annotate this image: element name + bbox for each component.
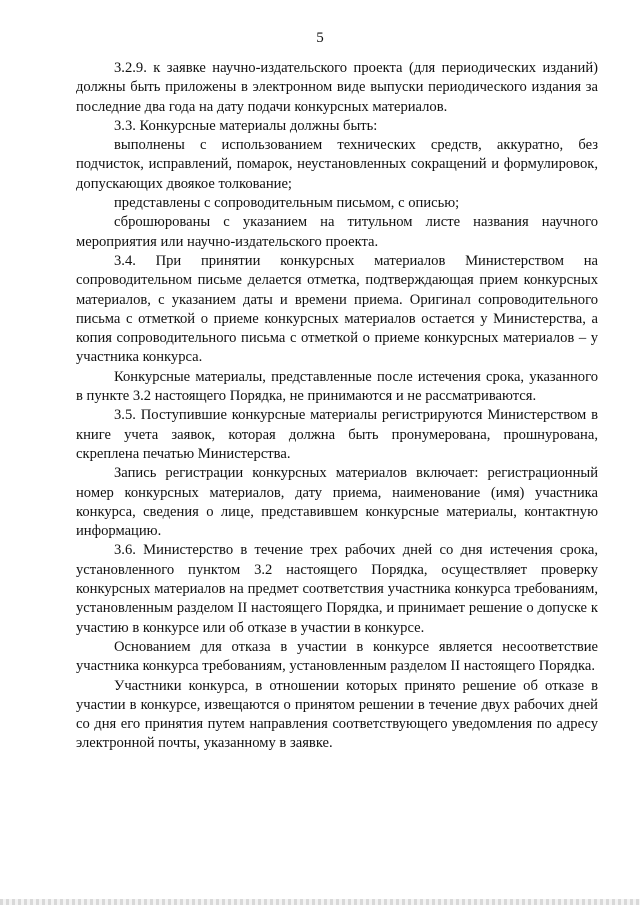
paragraph-3-5-registration-record: Запись регистрации конкурсных материалов включает: регистрационный номер конкурсных материалов, дату приема, наименование (имя) участника конкурса, сведения о лице, представившем конкурсные материалы, контактную информацию. [76,465,598,540]
scan-edge [0,899,640,905]
paragraph-3-5: 3.5. Поступившие конкурсные материалы регистрируются Министерством в книге учета заявок, которая должна быть пронумерована, прошнурована, скреплена печатью Министерства. [76,407,598,462]
paragraph-3-3: 3.3. Конкурсные материалы должны быть: [114,117,378,134]
paragraph-3-6: 3.6. Министерство в течение трех рабочих дней со дня истечения срока, установленного пунктом 3.2 настоящего Порядка, осуществляет проверку конкурсных материалов на предмет соответствия участника конкурса требованиям, установленным разделом II настоящего Порядка, и принимает решение о допуске к участию в конкурсе или об отказе в участии в конкурсе. [76,542,598,636]
paragraph-3-6-notification: Участники конкурса, в отношении которых принято решение об отказе в участии в конкурсе, извещаются о принятом решении в течение двух рабочих дней со дня его принятия путем направления соответствующего уведомления по адресу электронной почты, указанному в заявке. [76,677,598,752]
paragraph-3-3-bound: сброшюрованы с указанием на титульном листе названия научного мероприятия или научно-издательского проекта. [76,214,598,250]
paragraph-3-4: 3.4. При принятии конкурсных материалов Министерством на сопроводительном письме делается отметка, подтверждающая прием конкурсных материалов, с указанием даты и времени приема. Оригинал сопроводительного письма с отметкой о приеме конкурсных материалов остается у Министерства, а копия сопроводительного письма с отметкой о приеме конкурсных материалов – у участника конкурса. [76,252,598,366]
paragraph-3-3-executed: выполнены с использованием технических средств, аккуратно, без подчисток, исправлений, помарок, неустановленных сокращений и формулировок, допускающих двоякое толкование; [76,137,598,192]
paragraph-3-3-cover-letter: представлены с сопроводительным письмом, с описью; [114,195,460,212]
paragraph-3-6-refusal-basis: Основанием для отказа в участии в конкурсе является несоответствие участника конкурса требованиям, установленным разделом II настоящего Порядка. [76,638,598,675]
document-body [76,59,598,754]
paragraph-3-2-9: 3.2.9. к заявке научно-издательского проекта (для периодических изданий) должны быть приложены в электронном виде выпуски периодического издания за последние два года на дату подачи конкурсных материалов. [76,60,598,115]
paragraph-3-4-late-materials: Конкурсные материалы, представленные после истечения срока, указанного в пункте 3.2 настоящего Порядка, не принимаются и не рассматриваются. [76,368,598,405]
page-number: 5 [316,30,324,46]
